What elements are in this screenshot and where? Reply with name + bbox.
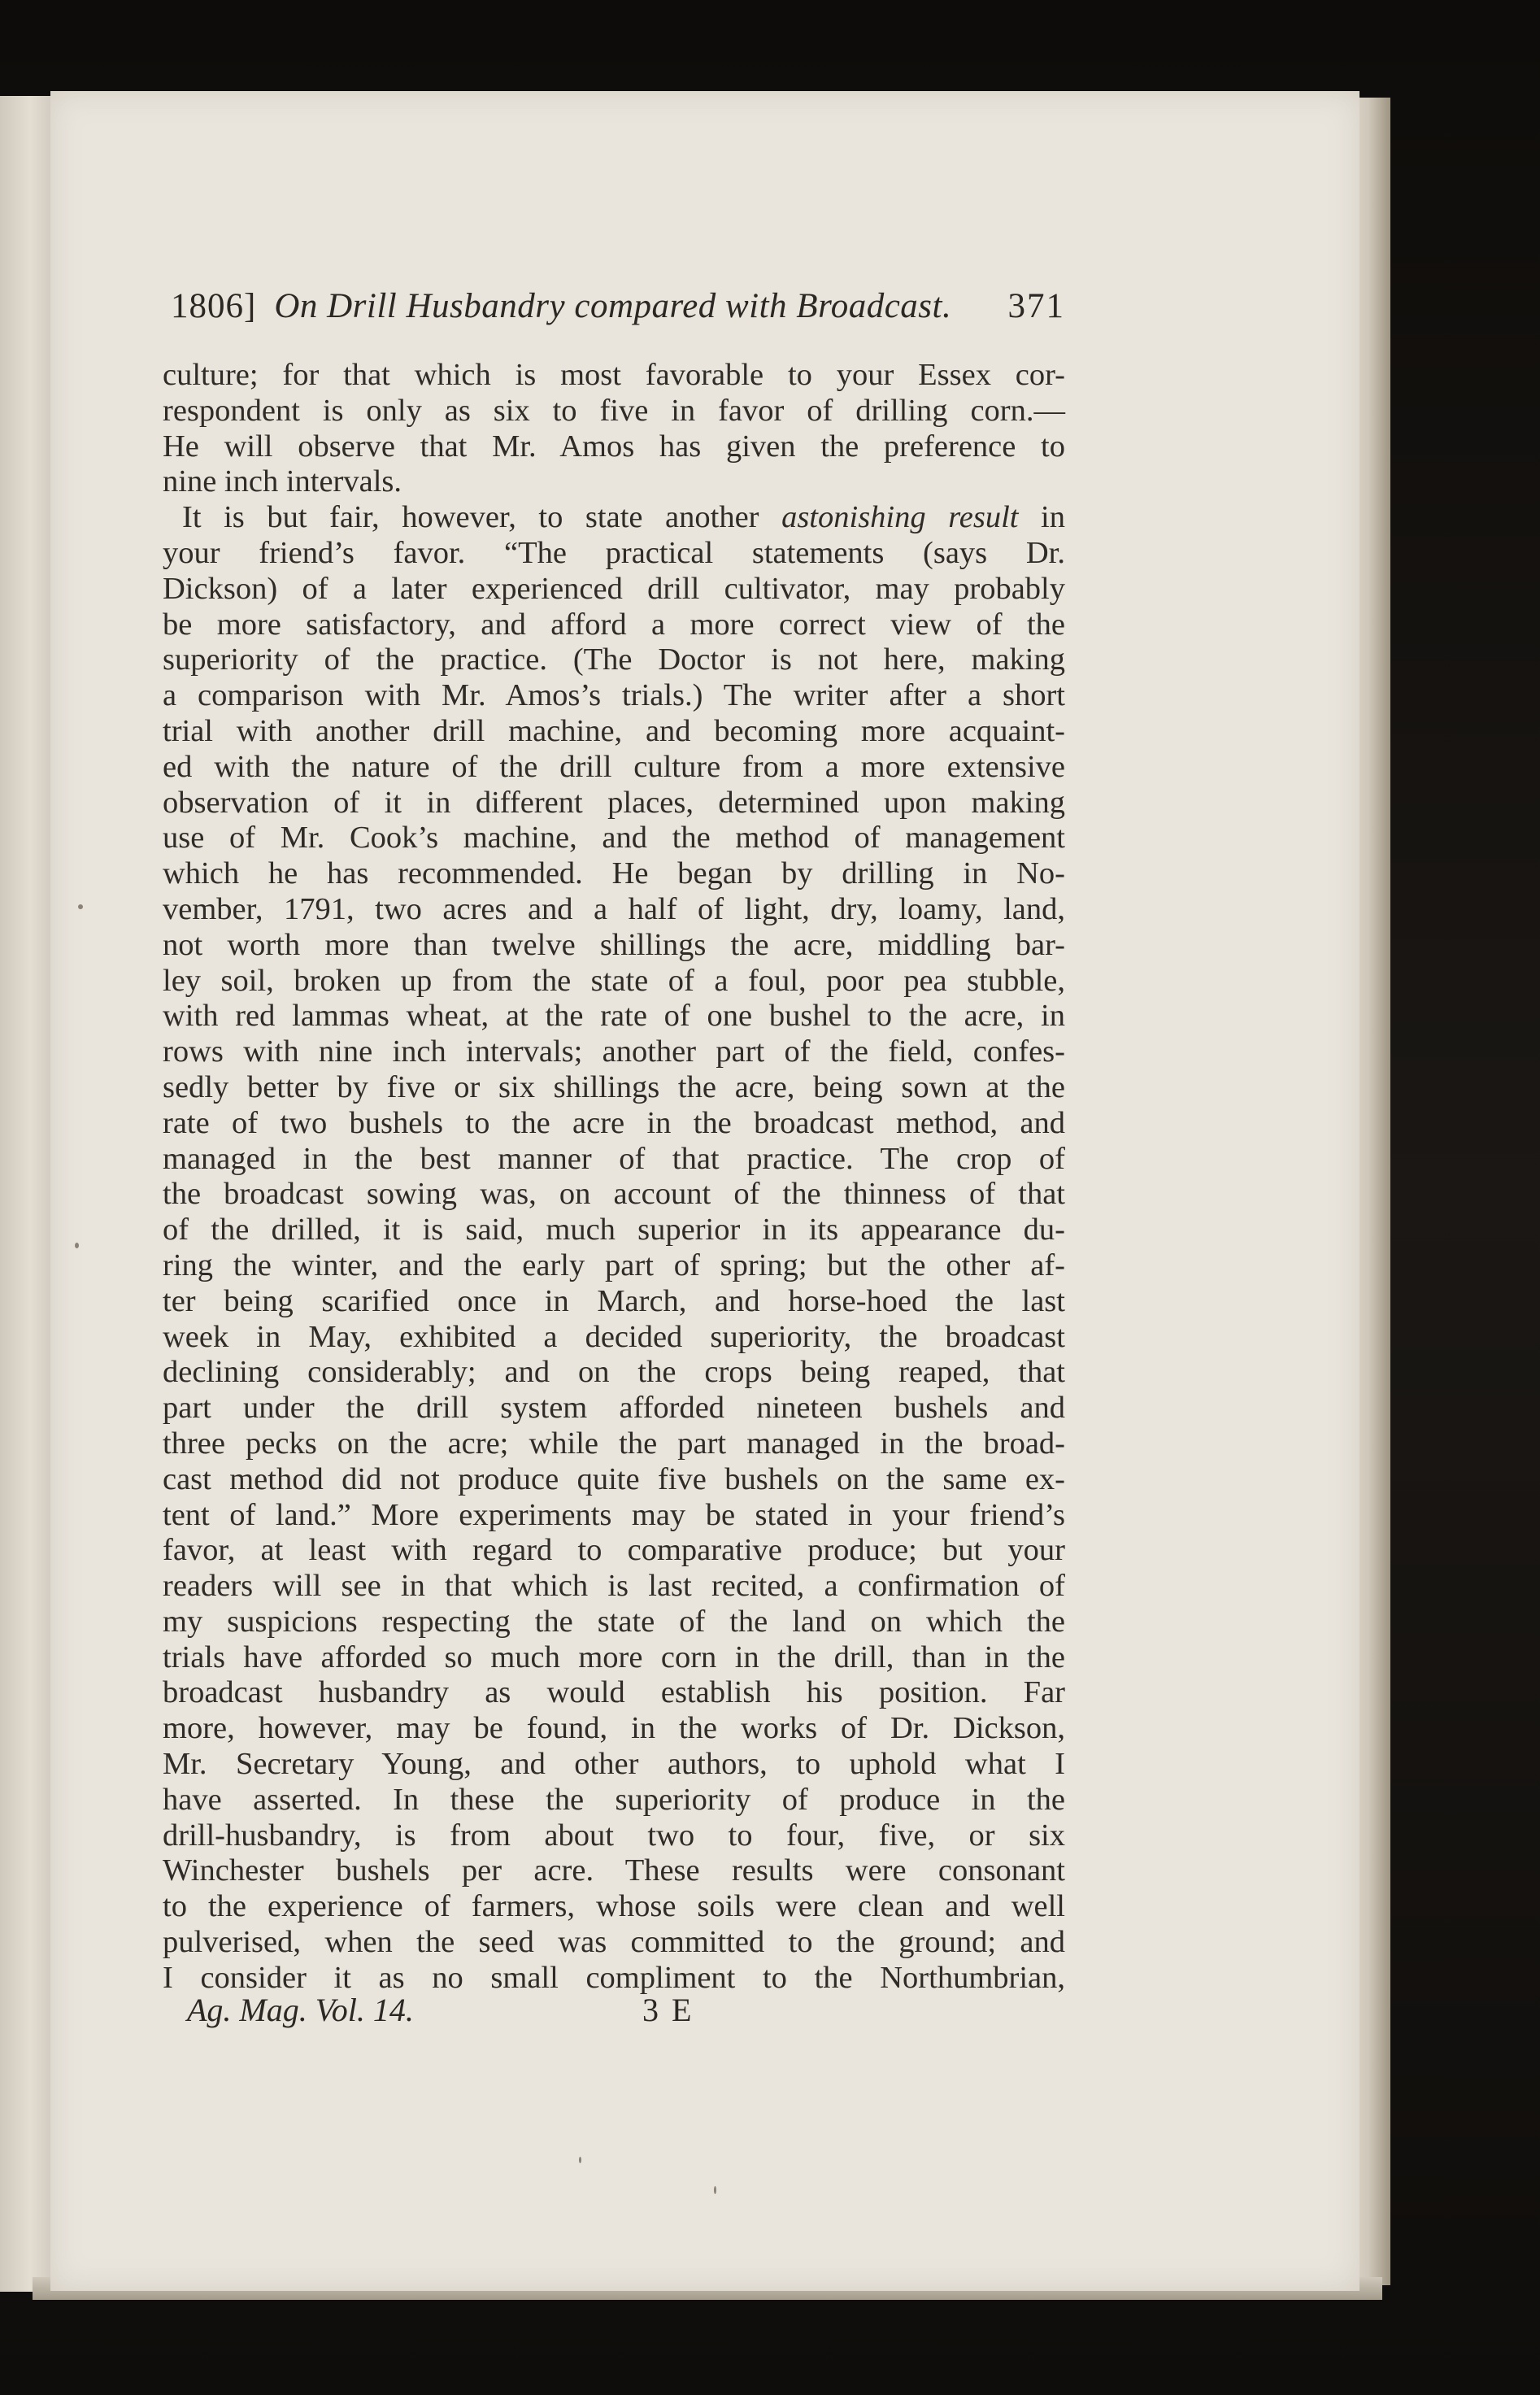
text-line: ter being scarified once in March, and horse-hoed the last — [163, 1283, 1065, 1318]
text-line: vember, 1791, two acres and a half of light, dry, loamy, land, — [163, 891, 1065, 926]
signature-mark: 3 E — [642, 1992, 694, 2028]
text-line: sedly better by five or six shillings the acre, being sown at the — [163, 1069, 1065, 1104]
text-line: rate of two bushels to the acre in the broadcast method, and — [163, 1105, 1065, 1140]
text-line: tent of land.” More experiments may be stated in your friend’s — [163, 1497, 1065, 1532]
text-line: Dickson) of a later experienced drill cultivator, may probably — [163, 571, 1065, 606]
text-line: ring the winter, and the early part of spring; but the other af- — [163, 1248, 1065, 1282]
italic-emphasis: astonishing result — [781, 500, 1019, 535]
text-line: be more satisfactory, and afford a more correct view of the — [163, 607, 1065, 642]
text-line: observation of it in different places, determined upon making — [163, 785, 1065, 820]
running-head-year: 1806] — [171, 287, 257, 325]
text-line: cast method did not produce quite five bushels on the same ex- — [163, 1461, 1065, 1496]
text-line: pulverised, when the seed was committed to the ground; and — [163, 1925, 1065, 1960]
paper-speck — [78, 904, 83, 909]
text-line: favor, at least with regard to comparative produce; but your — [163, 1533, 1065, 1568]
running-head — [171, 286, 1065, 343]
paper-speck — [75, 1243, 79, 1248]
text-line: rows with nine inch intervals; another part of the field, confes- — [163, 1034, 1065, 1069]
text-line: have asserted. In these the superiority of produce in the — [163, 1782, 1065, 1817]
text-fragment: It is but fair, however, to state another — [182, 500, 782, 535]
text-line: trials have afforded so much more corn in the drill, than in the — [163, 1639, 1065, 1674]
text-line: my suspicions respecting the state of the land on which the — [163, 1604, 1065, 1639]
journal-reference: Ag. Mag. Vol. 14. — [187, 1992, 414, 2028]
text-line: respondent is only as six to five in favor of drilling corn.— — [163, 393, 1065, 428]
text-line: your friend’s favor. “The practical statements (says Dr. — [163, 535, 1065, 570]
text-line: trial with another drill machine, and becoming more acquaint- — [163, 713, 1065, 748]
running-head-title: On Drill Husbandry compared with Broadcast. — [274, 287, 952, 325]
text-line: I consider it as no small compliment to the Northumbrian, — [163, 1960, 1065, 1995]
text-line: with red lammas wheat, at the rate of one bushel to the acre, in — [163, 999, 1065, 1034]
text-line: use of Mr. Cook’s machine, and the method of management — [163, 821, 1065, 856]
facing-page-edge — [0, 96, 52, 2292]
text-line: declining considerably; and on the crops being reaped, that — [163, 1355, 1065, 1390]
paper-speck — [714, 2186, 716, 2194]
text-line: nine inch intervals. — [163, 464, 402, 499]
text-line: part under the drill system afforded nineteen bushels and — [163, 1391, 1065, 1426]
text-line: readers will see in that which is last recited, a confirmation of — [163, 1569, 1065, 1604]
text-line: more, however, may be found, in the works of Dr. Dickson, — [163, 1711, 1065, 1746]
text-line: Winchester bushels per acre. These results were consonant — [163, 1853, 1065, 1888]
paper-speck — [579, 2157, 581, 2163]
text-line: ley soil, broken up from the state of a foul, poor pea stubble, — [163, 963, 1065, 998]
text-line: culture; for that which is most favorable to your Essex cor- — [163, 358, 1065, 392]
text-line: managed in the best manner of that practice. The crop of — [163, 1141, 1065, 1176]
text-line-italic-phrase — [163, 500, 1065, 536]
text-line: the broadcast sowing was, on account of the thinness of that — [163, 1177, 1065, 1212]
text-line: ed with the nature of the drill culture from a more extensive — [163, 749, 1065, 784]
text-line: not worth more than twelve shillings the acre, middling bar- — [163, 927, 1065, 962]
text-line: three pecks on the acre; while the part managed in the broad- — [163, 1426, 1065, 1461]
text-fragment: in — [1018, 500, 1066, 535]
body-text — [163, 358, 1065, 1997]
text-line: Mr. Secretary Young, and other authors, to uphold what I — [163, 1747, 1065, 1782]
text-line: of the drilled, it is said, much superior in its appearance du- — [163, 1213, 1065, 1248]
text-line: which he has recommended. He began by drilling in No- — [163, 856, 1065, 891]
text-line: He will observe that Mr. Amos has given the preference to — [163, 429, 1065, 464]
text-line: superiority of the practice. (The Doctor is not here, making — [163, 642, 1065, 677]
text-line: week in May, exhibited a decided superiority, the broadcast — [163, 1319, 1065, 1354]
text-line: a comparison with Mr. Amos’s trials.) The writer after a short — [163, 678, 1065, 713]
text-line: broadcast husbandry as would establish his position. Far — [163, 1675, 1065, 1710]
text-line: to the experience of farmers, whose soils were clean and well — [163, 1889, 1065, 1924]
page-number: 371 — [1007, 287, 1065, 325]
text-line: drill-husbandry, is from about two to four, five, or six — [163, 1818, 1065, 1853]
page-footer — [187, 1991, 756, 2036]
